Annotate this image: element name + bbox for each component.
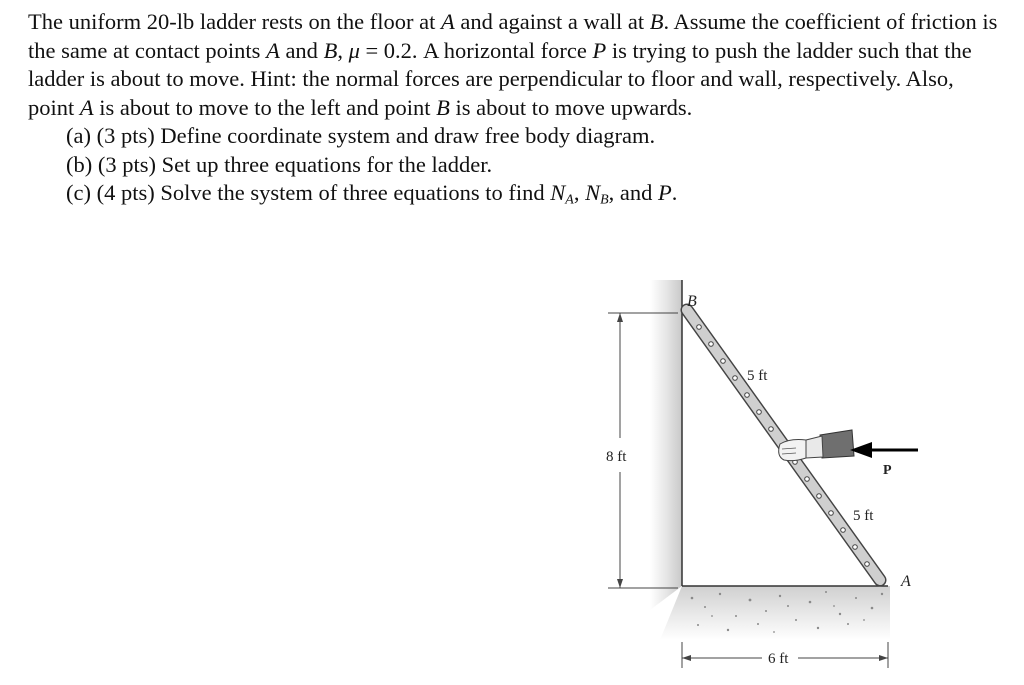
point-a-ref: A bbox=[441, 9, 455, 34]
part-c-text: . bbox=[671, 180, 678, 205]
point-b-label: B bbox=[687, 293, 697, 310]
lower-segment-label: 5 ft bbox=[853, 508, 874, 524]
force-p-label: P bbox=[883, 463, 892, 478]
normal-force-b: N bbox=[585, 180, 601, 205]
force-p-arrow bbox=[850, 442, 918, 458]
problem-text bbox=[28, 8, 1003, 208]
problem-statement bbox=[28, 8, 1003, 122]
part-a: (a) (3 pts) Define coordinate system and draw free body diagram. bbox=[66, 123, 656, 148]
part-b: (b) (3 pts) Set up three equations for the ladder. bbox=[66, 151, 493, 177]
problem-parts bbox=[28, 122, 1003, 208]
ground bbox=[660, 586, 890, 640]
statement-text: = 0.2. A horizontal force bbox=[359, 37, 593, 63]
statement-text: is about to move upwards. bbox=[449, 94, 693, 120]
point-b-ref: B bbox=[323, 37, 338, 63]
statement-text: and against a wall at bbox=[454, 9, 650, 34]
height-dimension-label: 8 ft bbox=[606, 449, 627, 465]
normal-force-b-subscript: B bbox=[600, 192, 609, 208]
statement-text: . Assume the coefficient of friction is the same at contact points bbox=[28, 9, 998, 63]
normal-force-a: N bbox=[550, 180, 566, 205]
statement-text: is trying to push the ladder such that the ladder is about to move. Hint: the normal forces are perpendicular to floor and wall, respectively. Also, point bbox=[28, 37, 972, 120]
point-b-ref: B bbox=[436, 94, 450, 120]
point-a-ref: A bbox=[79, 94, 94, 120]
statement-text: and bbox=[279, 37, 324, 63]
statement-text: The uniform 20-lb ladder rests on the floor at bbox=[28, 9, 442, 34]
wall bbox=[650, 280, 682, 610]
part-c bbox=[66, 179, 1003, 208]
mu-symbol: μ bbox=[348, 37, 360, 63]
force-p: P bbox=[657, 180, 672, 205]
point-a-ref: A bbox=[266, 37, 280, 63]
normal-force-a-subscript: A bbox=[565, 192, 574, 208]
ladder-diagram bbox=[590, 280, 930, 680]
base-dimension-label: 6 ft bbox=[768, 651, 789, 667]
force-p-ref: P bbox=[592, 37, 607, 63]
point-a-label: A bbox=[901, 573, 911, 590]
point-b-ref: B bbox=[649, 9, 664, 34]
upper-segment-label: 5 ft bbox=[747, 368, 768, 384]
part-c-text: (c) (4 pts) Solve the system of three equations to find bbox=[66, 180, 551, 205]
hand-icon bbox=[779, 430, 854, 461]
statement-text: , bbox=[337, 37, 349, 63]
ladder-figure bbox=[590, 280, 930, 680]
part-c-text: , and bbox=[608, 180, 658, 205]
statement-text: is about to move to the left and point bbox=[93, 94, 437, 120]
part-c-text: , bbox=[573, 180, 586, 205]
